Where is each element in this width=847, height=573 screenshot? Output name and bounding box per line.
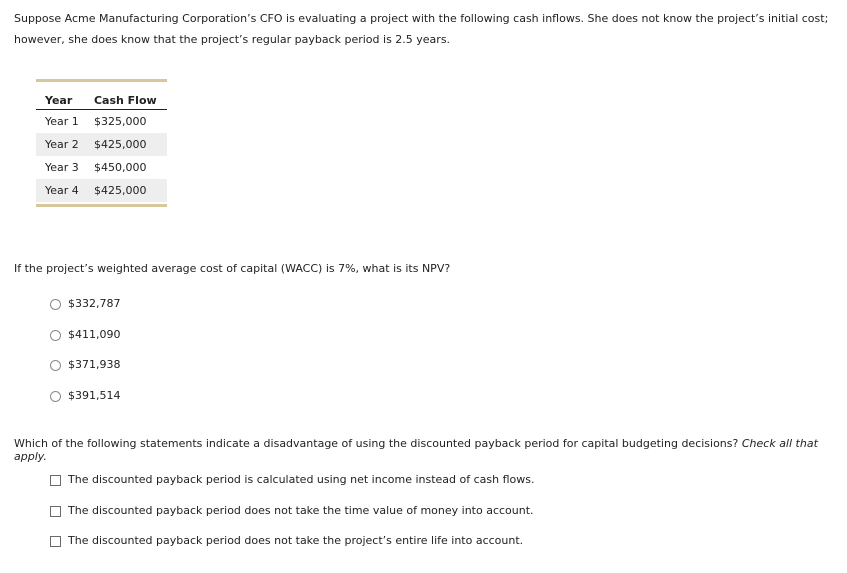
table-row: [36, 110, 167, 134]
radio-button[interactable]: [50, 360, 61, 371]
checkbox[interactable]: [50, 506, 61, 517]
header-cash-flow: Cash Flow: [85, 84, 167, 110]
year-cell: Year 2: [36, 133, 85, 156]
checkbox-option[interactable]: [50, 473, 535, 504]
cash-cell: $425,000: [85, 133, 167, 156]
cash-cell: $450,000: [93, 161, 147, 174]
cash-flow-table: [36, 79, 167, 207]
radio-button[interactable]: [50, 299, 61, 310]
npv-option[interactable]: [50, 328, 121, 359]
npv-option[interactable]: [50, 389, 121, 420]
intro-line-2: however, she does know that the project’s regular payback period is 2.5 years.: [14, 33, 451, 46]
intro-text: [14, 8, 834, 50]
option-label: $411,090: [68, 327, 121, 341]
intro-line-1: Suppose Acme Manufacturing Corporation’s CFO is evaluating a project with the following cash inflows. She does not know the project’s initial cost;: [14, 12, 829, 25]
option-label: The discounted payback period does not take the time value of money into account.: [68, 503, 534, 517]
npv-option[interactable]: [50, 358, 121, 389]
npv-options: [50, 297, 121, 419]
table-row: [36, 156, 167, 179]
checkbox[interactable]: [50, 475, 61, 486]
option-label: $371,938: [68, 358, 121, 371]
disadvantage-options: [50, 473, 535, 565]
question-instruction: Check all that apply.: [14, 437, 818, 463]
question-text: Which of the following statements indicate a disadvantage of using the discounted payback period for capital budgeting decisions?: [14, 437, 739, 450]
cash-cell: $325,000: [93, 115, 147, 128]
checkbox-option[interactable]: [50, 504, 535, 535]
header-year: Year: [36, 84, 85, 110]
disadvantage-question: [14, 437, 847, 463]
checkbox-option[interactable]: [50, 534, 535, 565]
radio-button[interactable]: [50, 391, 61, 402]
checkbox[interactable]: [50, 536, 61, 547]
table-row: [36, 133, 167, 156]
year-cell: Year 1: [45, 115, 79, 128]
option-label: $391,514: [68, 388, 121, 402]
table-row: [36, 179, 167, 202]
year-cell: Year 4: [36, 179, 85, 202]
table-bottom-rule: [36, 204, 167, 207]
cash-cell: $425,000: [85, 179, 167, 202]
option-label: $332,787: [68, 297, 121, 310]
option-label: The discounted payback period does not take the project’s entire life into account.: [68, 534, 524, 547]
year-cell: Year 3: [45, 161, 79, 174]
npv-option[interactable]: [50, 297, 121, 328]
option-label: The discounted payback period is calculated using net income instead of cash flows.: [68, 473, 535, 486]
npv-question: If the project’s weighted average cost of capital (WACC) is 7%, what is its NPV?: [14, 262, 451, 275]
radio-button[interactable]: [50, 330, 61, 341]
